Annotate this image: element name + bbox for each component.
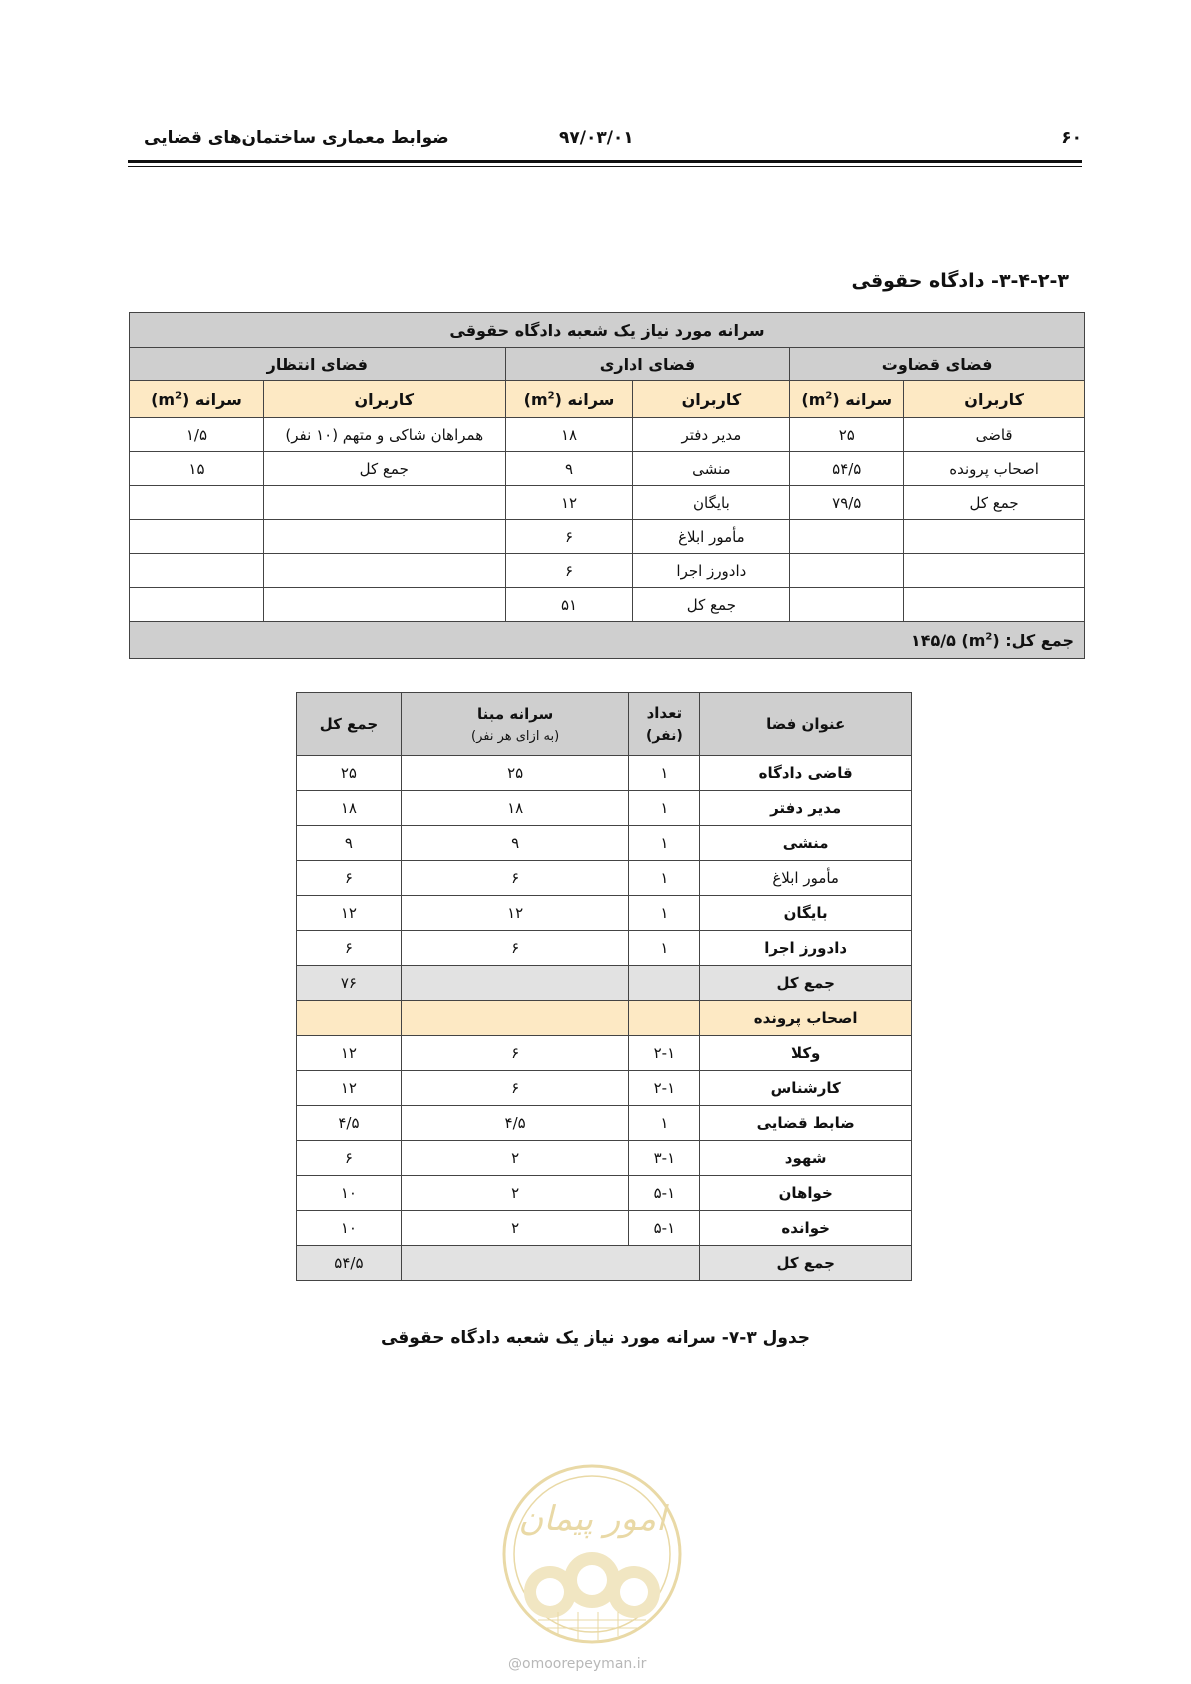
table-row bbox=[297, 1141, 912, 1176]
waiting-value bbox=[130, 486, 264, 520]
header-rule bbox=[128, 160, 1082, 163]
space-title: ضابط قضایی bbox=[700, 1106, 912, 1141]
table-row bbox=[297, 826, 912, 861]
waiting-value bbox=[130, 554, 264, 588]
waiting-user bbox=[263, 520, 505, 554]
judgment-user bbox=[904, 520, 1085, 554]
space-title: خوانده bbox=[700, 1211, 912, 1246]
table-row bbox=[297, 861, 912, 896]
base-value: ۶ bbox=[401, 1036, 629, 1071]
base-value: ۲۵ bbox=[401, 756, 629, 791]
space-summary-table bbox=[296, 692, 912, 1281]
table-row bbox=[130, 452, 1085, 486]
watermark-logo-text: امور پیمان bbox=[518, 1499, 666, 1539]
judgment-user: جمع کل bbox=[904, 486, 1085, 520]
table-row bbox=[297, 966, 912, 1001]
page-number: ۶۰ bbox=[1061, 128, 1082, 148]
total-value: ۱۲ bbox=[297, 1036, 402, 1071]
count-value: ۱ bbox=[629, 861, 700, 896]
col-base-per-capita: سرانه مبنا (به ازای هر نفر) bbox=[401, 693, 629, 756]
per-capita-table bbox=[129, 312, 1085, 659]
judgment-value: ۲۵ bbox=[790, 418, 904, 452]
table-title: سرانه مورد نیاز یک شعبه دادگاه حقوقی bbox=[130, 313, 1085, 348]
total-value: ۹ bbox=[297, 826, 402, 861]
count-value: ۱ bbox=[629, 896, 700, 931]
space-title: مدیر دفتر bbox=[700, 791, 912, 826]
total-value: ۶ bbox=[297, 861, 402, 896]
col-total: جمع کل bbox=[297, 693, 402, 756]
admin-value: ۱۸ bbox=[505, 418, 633, 452]
base-value: ۱۸ bbox=[401, 791, 629, 826]
base-value: ۶ bbox=[401, 931, 629, 966]
col-per-capita-waiting: سرانه $(m^2)$ bbox=[130, 381, 264, 418]
space-title: اصحاب پرونده bbox=[700, 1001, 912, 1036]
col-per-capita-admin: سرانه $(m^2)$ bbox=[505, 381, 633, 418]
base-value bbox=[401, 1001, 629, 1036]
base-value: ۲ bbox=[401, 1211, 629, 1246]
waiting-user bbox=[263, 554, 505, 588]
space-title: مأمور ابلاغ bbox=[700, 861, 912, 896]
col-count: تعداد (نفر) bbox=[629, 693, 700, 756]
admin-user: دادورز اجرا bbox=[633, 554, 790, 588]
total-value: ۲۵ bbox=[297, 756, 402, 791]
table-row bbox=[130, 486, 1085, 520]
group-admin: فضای اداری bbox=[505, 348, 790, 381]
waiting-value: ۱۵ bbox=[130, 452, 264, 486]
col-users-admin: کاربران bbox=[633, 381, 790, 418]
table-row bbox=[297, 1071, 912, 1106]
space-title: قاضی دادگاه bbox=[700, 756, 912, 791]
total-value: ۴/۵ bbox=[297, 1106, 402, 1141]
col-users-waiting: کاربران bbox=[263, 381, 505, 418]
base-value: ۲ bbox=[401, 1176, 629, 1211]
merged-empty bbox=[401, 1246, 699, 1281]
count-value: ۱ bbox=[629, 1106, 700, 1141]
table-row bbox=[297, 756, 912, 791]
judgment-value: ۷۹/۵ bbox=[790, 486, 904, 520]
section-title: ۳-۴-۲-۳- دادگاه حقوقی bbox=[851, 270, 1069, 292]
waiting-value bbox=[130, 520, 264, 554]
space-title: جمع کل bbox=[700, 966, 912, 1001]
waiting-value: ۱/۵ bbox=[130, 418, 264, 452]
grand-total: جمع کل: $(m^2)$ ۱۴۵/۵ bbox=[130, 622, 1085, 659]
table-row bbox=[130, 554, 1085, 588]
admin-value: ۹ bbox=[505, 452, 633, 486]
count-value: ۲-۱ bbox=[629, 1036, 700, 1071]
total-value: ۷۶ bbox=[297, 966, 402, 1001]
admin-user: بایگان bbox=[633, 486, 790, 520]
count-value bbox=[629, 966, 700, 1001]
judgment-user: اصحاب پرونده bbox=[904, 452, 1085, 486]
waiting-user: همراهان شاکی و متهم (۱۰ نفر) bbox=[263, 418, 505, 452]
watermark-url: @omoorepeyman.ir bbox=[508, 1656, 647, 1672]
space-title: دادورز اجرا bbox=[700, 931, 912, 966]
col-users-judgment: کاربران bbox=[904, 381, 1085, 418]
count-value: ۱ bbox=[629, 931, 700, 966]
judgment-value bbox=[790, 588, 904, 622]
judgment-value: ۵۴/۵ bbox=[790, 452, 904, 486]
base-value: ۲ bbox=[401, 1141, 629, 1176]
group-waiting: فضای انتظار bbox=[130, 348, 506, 381]
total-value: ۱۰ bbox=[297, 1211, 402, 1246]
judgment-user bbox=[904, 554, 1085, 588]
table-row bbox=[297, 1176, 912, 1211]
col-per-capita-judgment: سرانه $(m^2)$ bbox=[790, 381, 904, 418]
waiting-value bbox=[130, 588, 264, 622]
count-value bbox=[629, 1001, 700, 1036]
base-value: ۶ bbox=[401, 1071, 629, 1106]
waiting-user: جمع کل bbox=[263, 452, 505, 486]
admin-value: ۵۱ bbox=[505, 588, 633, 622]
total-value: ۶ bbox=[297, 931, 402, 966]
judgment-value bbox=[790, 520, 904, 554]
judgment-value bbox=[790, 554, 904, 588]
space-title: شهود bbox=[700, 1141, 912, 1176]
total-value: ۵۴/۵ bbox=[297, 1246, 402, 1281]
space-title: منشی bbox=[700, 826, 912, 861]
count-value: ۵-۱ bbox=[629, 1211, 700, 1246]
watermark-logo bbox=[498, 1460, 686, 1648]
count-value: ۲-۱ bbox=[629, 1071, 700, 1106]
col-space-title: عنوان فضا bbox=[700, 693, 912, 756]
total-value: ۱۲ bbox=[297, 1071, 402, 1106]
table-row bbox=[297, 791, 912, 826]
admin-user: منشی bbox=[633, 452, 790, 486]
space-title: جمع کل bbox=[700, 1246, 912, 1281]
base-value: ۶ bbox=[401, 861, 629, 896]
table-row bbox=[297, 1211, 912, 1246]
header-rule-thin bbox=[128, 166, 1082, 167]
base-value: ۹ bbox=[401, 826, 629, 861]
count-value: ۱ bbox=[629, 826, 700, 861]
table-row bbox=[297, 1001, 912, 1036]
admin-user: جمع کل bbox=[633, 588, 790, 622]
waiting-user bbox=[263, 486, 505, 520]
base-value: ۴/۵ bbox=[401, 1106, 629, 1141]
table-row bbox=[130, 588, 1085, 622]
table-row bbox=[297, 931, 912, 966]
table-row bbox=[297, 1246, 912, 1281]
space-title: خواهان bbox=[700, 1176, 912, 1211]
base-value: ۱۲ bbox=[401, 896, 629, 931]
admin-user: مأمور ابلاغ bbox=[633, 520, 790, 554]
total-value: ۶ bbox=[297, 1141, 402, 1176]
total-value bbox=[297, 1001, 402, 1036]
table-caption: جدول ۳-۷- سرانه مورد نیاز یک شعبه دادگاه حقوقی bbox=[380, 1328, 811, 1348]
header-date: ۹۷/۰۳/۰۱ bbox=[559, 128, 634, 148]
judgment-user: قاضی bbox=[904, 418, 1085, 452]
space-title: بایگان bbox=[700, 896, 912, 931]
header-title: ضوابط معماری ساختمان‌های قضایی bbox=[144, 128, 449, 148]
group-judgment: فضای قضاوت bbox=[790, 348, 1085, 381]
table-row bbox=[297, 896, 912, 931]
space-title: وکلا bbox=[700, 1036, 912, 1071]
page-header bbox=[134, 128, 1082, 154]
count-value: ۳-۱ bbox=[629, 1141, 700, 1176]
count-value: ۱ bbox=[629, 756, 700, 791]
total-value: ۱۸ bbox=[297, 791, 402, 826]
base-value bbox=[401, 966, 629, 1001]
admin-value: ۶ bbox=[505, 520, 633, 554]
table-row bbox=[297, 1036, 912, 1071]
count-value: ۵-۱ bbox=[629, 1176, 700, 1211]
count-value: ۱ bbox=[629, 791, 700, 826]
table-row bbox=[130, 520, 1085, 554]
admin-value: ۱۲ bbox=[505, 486, 633, 520]
table-row bbox=[130, 418, 1085, 452]
admin-value: ۶ bbox=[505, 554, 633, 588]
total-value: ۱۲ bbox=[297, 896, 402, 931]
space-title: کارشناس bbox=[700, 1071, 912, 1106]
waiting-user bbox=[263, 588, 505, 622]
table-row bbox=[297, 1106, 912, 1141]
admin-user: مدیر دفتر bbox=[633, 418, 790, 452]
judgment-user bbox=[904, 588, 1085, 622]
total-value: ۱۰ bbox=[297, 1176, 402, 1211]
